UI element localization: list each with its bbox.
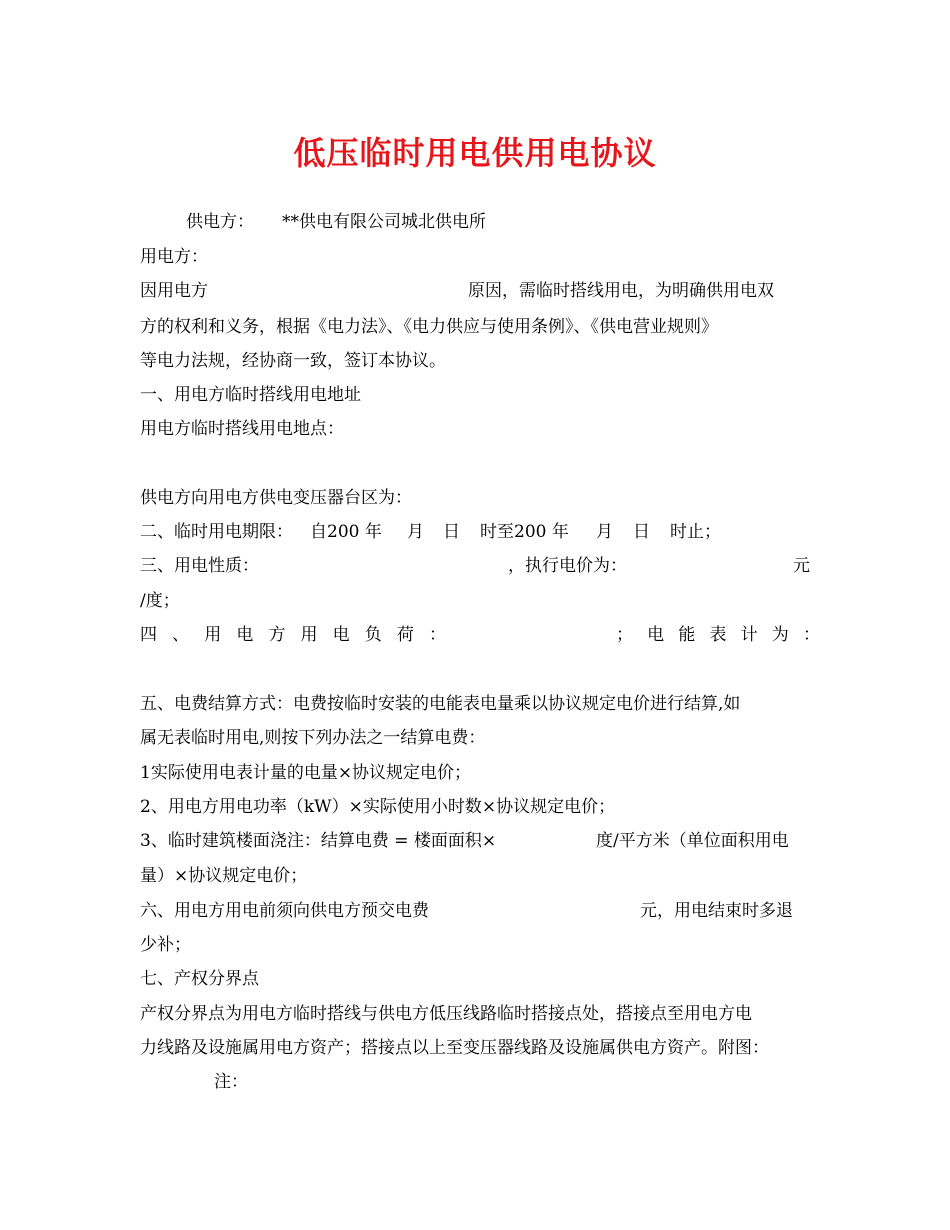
supplier-value: **供电有限公司城北供电所 xyxy=(282,212,486,232)
period-day-2: 日 xyxy=(633,522,650,542)
section3-label: 三、用电性质： xyxy=(140,556,259,576)
section7-line1: 产权分界点为用电方临时搭线与供电方低压线路临时搭接点处，搭接点至用电方电 xyxy=(140,1004,752,1024)
s4-char: 、 xyxy=(172,625,190,645)
period-month-1: 月 xyxy=(407,522,424,542)
period-month-2: 月 xyxy=(596,522,613,542)
s4-char: 为 xyxy=(771,625,789,645)
s4-char: 荷 xyxy=(396,625,414,645)
section6-line1b: 元，用电结束时多退 xyxy=(640,901,793,921)
s4-char: 能 xyxy=(678,625,696,645)
section6-line1a: 六、用电方用电前须向供电方预交电费 xyxy=(140,901,429,921)
s4-char: 用 xyxy=(300,625,318,645)
s4-char: ： xyxy=(428,625,446,645)
intro-line2: 方的权利和义务，根据《电力法》、《电力供应与使用条例》、《供电营业规则》 xyxy=(140,317,718,337)
period-day-1: 日 xyxy=(443,522,460,542)
intro-line3: 等电力法规，经协商一致，签订本协议。 xyxy=(140,351,446,371)
s4-char: 方 xyxy=(268,625,286,645)
section5-line2: 属无表临时用电,则按下列办法之一结算电费： xyxy=(140,728,486,748)
price-unit-degree: /度； xyxy=(140,591,180,611)
section7-heading: 七、产权分界点 xyxy=(140,969,259,989)
s4-char: 四 xyxy=(140,625,157,645)
period-to: 时至200 年 xyxy=(480,522,569,542)
section6-line2: 少补； xyxy=(140,935,191,955)
user-party-label: 用电方： xyxy=(140,247,208,267)
s4-char: 电 xyxy=(236,625,254,645)
supplier-label: 供电方： xyxy=(186,212,254,232)
section7-line2: 力线路及设施属用电方资产；搭接点以上至变压器线路及设施属供电方资产。附图： xyxy=(140,1038,769,1058)
transformer-label: 供电方向用电方供电变压器台区为： xyxy=(140,488,412,508)
settlement-item-3b: 度/平方米（单位面积用电 xyxy=(596,831,789,851)
settlement-item-3a: 3、临时建筑楼面浇注：结算电费 = 楼面面积× xyxy=(140,831,497,851)
section4-left xyxy=(140,624,446,646)
s4-char: 负 xyxy=(364,625,382,645)
s4-char: ； xyxy=(616,625,633,645)
price-label: ，执行电价为： xyxy=(508,556,627,576)
section4-right xyxy=(616,624,820,646)
section2-label: 二、临时用电期限： xyxy=(140,522,293,542)
s4-char: 电 xyxy=(332,625,350,645)
settlement-item-2: 2、用电方用电功率（kW）×实际使用小时数×协议规定电价； xyxy=(140,797,616,817)
period-from: 自200 年 xyxy=(310,522,382,542)
price-unit-yuan: 元 xyxy=(793,556,810,576)
document-title: 低压临时用电供用电协议 xyxy=(293,134,657,172)
section1-heading: 一、用电方临时搭线用电地址 xyxy=(140,385,361,405)
s4-char: 计 xyxy=(740,625,758,645)
s4-char: 表 xyxy=(709,625,727,645)
location-label: 用电方临时搭线用电地点： xyxy=(140,419,344,439)
s4-char: ： xyxy=(802,625,820,645)
intro-part1: 因用电方 xyxy=(140,281,208,301)
period-end: 时止； xyxy=(670,522,721,542)
settlement-item-1: 1实际使用电表计量的电量×协议规定电价； xyxy=(140,763,472,783)
settlement-item-3c: 量）×协议规定电价； xyxy=(140,866,308,886)
note-label: 注： xyxy=(214,1072,248,1092)
section5-line1: 五、电费结算方式：电费按临时安装的电能表电量乘以协议规定电价进行结算,如 xyxy=(140,694,741,714)
s4-char: 用 xyxy=(204,625,222,645)
intro-part2: 原因，需临时搭线用电，为明确供用电双 xyxy=(468,281,774,301)
s4-char: 电 xyxy=(647,625,665,645)
